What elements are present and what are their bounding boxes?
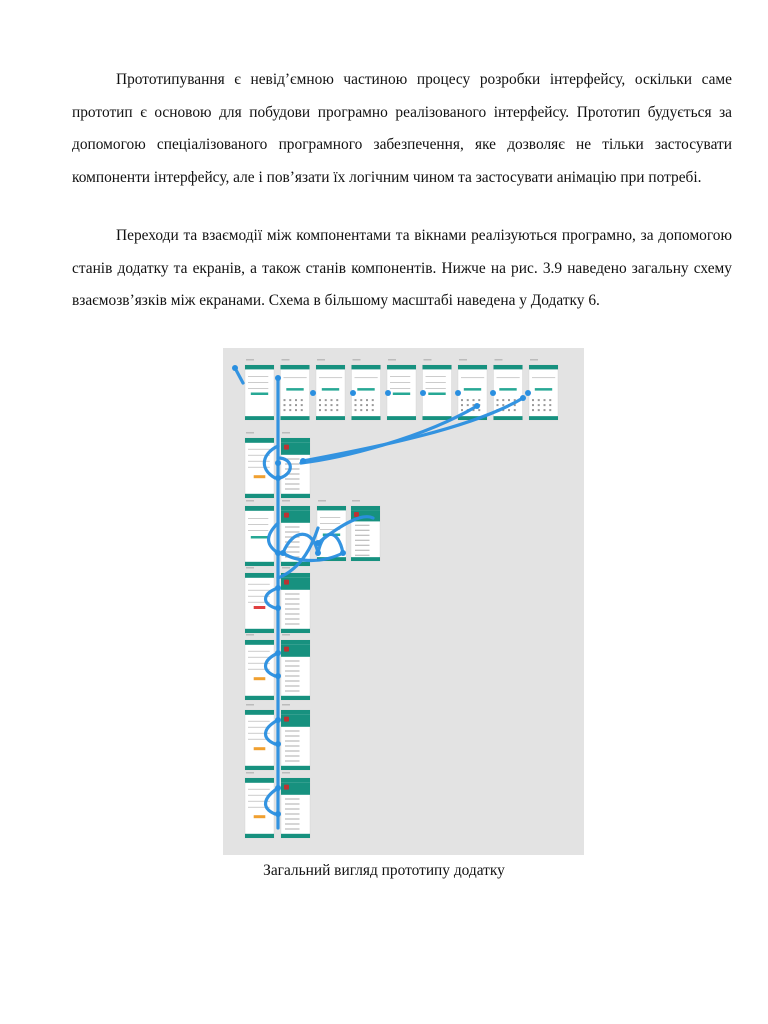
menu-line [285, 730, 300, 731]
menu-line [285, 828, 300, 829]
screen-label [282, 359, 290, 361]
menu-line [285, 483, 300, 484]
screen-app-bar [529, 365, 558, 369]
screen-label [282, 500, 290, 502]
action-button [393, 393, 410, 396]
screen-app-bar [281, 778, 310, 783]
menu-line [285, 603, 300, 604]
screen-thumbnail [281, 772, 310, 838]
avatar [284, 647, 289, 652]
menu-line [285, 750, 300, 751]
screen-label [459, 359, 467, 361]
link-group [235, 368, 523, 828]
menu-line [285, 808, 300, 809]
avatar [284, 717, 289, 722]
action-button [254, 475, 266, 478]
screen-bottom-bar [387, 416, 416, 420]
screen-bottom-bar [281, 494, 310, 498]
screen-frame [529, 365, 558, 420]
field-line [248, 388, 268, 389]
field-line [248, 376, 268, 377]
key [360, 404, 362, 406]
link-node [315, 550, 321, 556]
action-button [357, 388, 374, 391]
menu-line [285, 745, 300, 746]
screen-thumbnail [351, 500, 380, 561]
link-node [280, 550, 286, 556]
key [284, 399, 286, 401]
link-node [490, 390, 496, 396]
menu-line [285, 735, 300, 736]
menu-line [285, 618, 300, 619]
key [301, 409, 303, 411]
field-line [248, 382, 268, 383]
field-line [248, 657, 270, 658]
menu-line [285, 755, 300, 756]
screen-thumbnail [245, 704, 274, 770]
field-line [248, 721, 270, 722]
screen-bottom-bar [316, 416, 345, 420]
screen-app-bar [245, 506, 274, 511]
screen-thumbnail [529, 359, 558, 420]
key [336, 409, 338, 411]
screen-bottom-bar [423, 416, 452, 420]
screen-label [530, 359, 538, 361]
menu-line [285, 823, 300, 824]
avatar [284, 580, 289, 585]
screen-bottom-bar [245, 696, 274, 700]
action-button [254, 677, 266, 680]
key [461, 404, 463, 406]
link-node [275, 673, 281, 679]
screen-label [282, 634, 290, 636]
key [544, 404, 546, 406]
key [549, 404, 551, 406]
field-line [461, 377, 484, 378]
screen-app-bar [351, 506, 380, 510]
screen-label [246, 772, 254, 774]
screen-label [388, 359, 396, 361]
menu-line [285, 680, 300, 681]
field-line [248, 651, 270, 652]
screen-bottom-bar [351, 557, 380, 561]
screen-thumbnail [281, 359, 310, 420]
key [295, 399, 297, 401]
link-node [420, 390, 426, 396]
key [502, 399, 504, 401]
screen-app-bar [281, 438, 310, 443]
key [467, 404, 469, 406]
avatar [284, 513, 289, 518]
screen-thumbnail [281, 432, 310, 498]
screen-bottom-bar [245, 629, 274, 633]
screen-frame [458, 365, 487, 420]
menu-line [355, 555, 370, 556]
screen-label [282, 567, 290, 569]
key [360, 399, 362, 401]
key [355, 404, 357, 406]
screen-app-bar [281, 506, 310, 511]
key [355, 409, 357, 411]
action-button [428, 393, 445, 396]
menu-line [355, 525, 370, 526]
screen-label [246, 432, 254, 434]
screen-bottom-bar [494, 416, 523, 420]
key [319, 399, 321, 401]
menu-line [285, 478, 300, 479]
screen-app-bar [352, 365, 381, 369]
field-line [248, 461, 270, 462]
field-line [319, 377, 342, 378]
screen-thumbnail [281, 634, 310, 700]
screen-thumbnail [423, 359, 452, 420]
screen-label [246, 634, 254, 636]
avatar [354, 512, 359, 517]
field-line [248, 518, 268, 519]
field-line [532, 377, 555, 378]
screen-thumbnail [281, 567, 310, 633]
key [355, 399, 357, 401]
key [508, 399, 510, 401]
screen-bottom-bar [281, 416, 310, 420]
screen-thumbnail [245, 359, 274, 420]
screen-bottom-bar [245, 834, 274, 838]
screen-thumbnail [281, 704, 310, 770]
action-button [251, 536, 268, 539]
field-line [284, 377, 307, 378]
key [319, 409, 321, 411]
key [473, 399, 475, 401]
link-node [315, 540, 321, 546]
key [478, 399, 480, 401]
screen-label [246, 567, 254, 569]
menu-line [285, 803, 300, 804]
key [366, 399, 368, 401]
link-node [275, 811, 281, 817]
menu-line [285, 598, 300, 599]
link-node [300, 458, 306, 464]
screen-thumbnail [352, 359, 381, 420]
key [467, 399, 469, 401]
screen-label [353, 359, 361, 361]
field-line [248, 449, 270, 450]
key [331, 399, 333, 401]
screen-frame [245, 778, 274, 838]
field-line [426, 382, 446, 383]
screen-bottom-bar [529, 416, 558, 420]
menu-line [285, 665, 300, 666]
key [508, 409, 510, 411]
link-node [275, 475, 281, 481]
menu-line [355, 535, 370, 536]
menu-line [285, 798, 300, 799]
screen-app-bar [281, 640, 310, 645]
key [325, 404, 327, 406]
screen-app-bar [281, 710, 310, 715]
link-node [275, 375, 281, 381]
link-node [275, 650, 281, 656]
menu-line [285, 760, 300, 761]
avatar [284, 785, 289, 790]
screen-frame [245, 640, 274, 700]
field-line [320, 523, 340, 524]
screen-bottom-bar [245, 416, 274, 420]
key [478, 409, 480, 411]
key [336, 399, 338, 401]
menu-line [285, 670, 300, 671]
action-button [322, 388, 339, 391]
prototype-flow-diagram [223, 348, 584, 855]
key [497, 399, 499, 401]
field-line [390, 382, 410, 383]
link-node [520, 395, 526, 401]
screen-bottom-bar [281, 696, 310, 700]
key [289, 409, 291, 411]
key [289, 399, 291, 401]
key [544, 399, 546, 401]
key [295, 409, 297, 411]
avatar [284, 445, 289, 450]
screen-label [246, 359, 254, 361]
key [295, 404, 297, 406]
menu-line [285, 608, 300, 609]
menu-line [285, 690, 300, 691]
key [366, 404, 368, 406]
key [544, 409, 546, 411]
screen-app-bar [245, 778, 274, 783]
field-line [320, 517, 340, 518]
menu-line [285, 468, 300, 469]
menu-line [285, 740, 300, 741]
key [532, 404, 534, 406]
screen-frame [245, 438, 274, 498]
field-line [248, 530, 268, 531]
menu-line [285, 463, 300, 464]
menu-line [285, 531, 300, 532]
action-button [499, 388, 516, 391]
key [289, 404, 291, 406]
screen-bottom-bar [352, 416, 381, 420]
screen-app-bar [245, 573, 274, 578]
key [284, 404, 286, 406]
menu-line [285, 818, 300, 819]
field-line [426, 376, 446, 377]
link-node [350, 390, 356, 396]
screen-app-bar [245, 438, 274, 443]
menu-line [285, 593, 300, 594]
key [461, 409, 463, 411]
link-node [525, 390, 531, 396]
menu-line [285, 526, 300, 527]
key [502, 404, 504, 406]
menu-line [355, 550, 370, 551]
key [372, 409, 374, 411]
screen-app-bar [458, 365, 487, 369]
key [301, 399, 303, 401]
screen-thumbnail [245, 772, 274, 838]
key [538, 404, 540, 406]
link-node [474, 403, 480, 409]
key [336, 404, 338, 406]
menu-line [285, 685, 300, 686]
screen-frame [316, 365, 345, 420]
key [319, 404, 321, 406]
link-node [385, 390, 391, 396]
key [497, 404, 499, 406]
screen-bottom-bar [281, 834, 310, 838]
field-line [390, 376, 410, 377]
screen-bottom-bar [281, 766, 310, 770]
screen-app-bar [245, 640, 274, 645]
menu-line [285, 660, 300, 661]
paragraph-2: Переходи та взаємодії між компонентами та вікнами реалізуються програмно, за допомогою станів додатку та екранів, а також станів компонентів. Нижче на рис. 3.9 наведено загальну схему взаємозв’язків між екранами. Схема в більшому масштабі наведена у Додатку 6. [72, 227, 732, 310]
key [549, 399, 551, 401]
screen-label [318, 500, 326, 502]
field-line [248, 789, 270, 790]
screen-bottom-bar [245, 766, 274, 770]
screen-label [282, 704, 290, 706]
screen-bottom-bar [245, 562, 274, 566]
screen-thumbnail [458, 359, 487, 420]
menu-line [285, 488, 300, 489]
screen-label [352, 500, 360, 502]
field-line [390, 388, 410, 389]
key [549, 409, 551, 411]
screen-label [246, 500, 254, 502]
field-line [355, 377, 378, 378]
screen-label [282, 432, 290, 434]
field-line [248, 795, 270, 796]
key [514, 409, 516, 411]
screen-app-bar [494, 365, 523, 369]
link-node [275, 741, 281, 747]
link-node [310, 390, 316, 396]
key [331, 404, 333, 406]
prototype-figure [223, 348, 584, 855]
screen-thumbnail [387, 359, 416, 420]
screen-app-bar [423, 365, 452, 369]
link-node [340, 550, 346, 556]
field-line [248, 590, 270, 591]
key [538, 399, 540, 401]
link-node [275, 717, 281, 723]
screen-bottom-bar [245, 494, 274, 498]
screen-app-bar [245, 365, 274, 369]
screen-group [245, 359, 558, 838]
key [331, 409, 333, 411]
field-line [248, 584, 270, 585]
error-button [254, 606, 266, 609]
screen-app-bar [245, 710, 274, 715]
key [372, 404, 374, 406]
menu-line [285, 551, 300, 552]
paragraph-1: Прототипування є невід’ємною частиною процесу розробки інтерфейсу, оскільки саме прототип є основою для побудови програмно реалізованого інтерфейсу. Прототип будується за допомогою спеціалізованого програмного забезпечення, яке дозволяє не тільки застосувати компоненти інтерфейсу, але і пов’язати їх логічним чином та застосувати анімацію при потребі. [72, 71, 732, 186]
screen-label [246, 704, 254, 706]
screen-thumbnail [245, 432, 274, 498]
key [366, 409, 368, 411]
key [538, 409, 540, 411]
field-line [426, 388, 446, 389]
key [532, 399, 534, 401]
field-line [248, 524, 268, 525]
screen-label [317, 359, 325, 361]
action-button [254, 747, 266, 750]
field-line [497, 377, 520, 378]
link-node [275, 460, 281, 466]
screen-bottom-bar [281, 629, 310, 633]
key [461, 399, 463, 401]
menu-line [355, 540, 370, 541]
screen-label [495, 359, 503, 361]
link-node [275, 585, 281, 591]
key [284, 409, 286, 411]
link-node [455, 390, 461, 396]
screen-frame [281, 365, 310, 420]
screen-label [282, 772, 290, 774]
menu-line [355, 530, 370, 531]
figure-caption: Загальний вигляд прототипу додатку [263, 862, 505, 879]
key [532, 409, 534, 411]
screen-app-bar [387, 365, 416, 369]
action-button [251, 393, 268, 396]
link-node [232, 365, 238, 371]
action-button [535, 388, 552, 391]
link-node [275, 605, 281, 611]
screen-thumbnail [245, 634, 274, 700]
action-button [464, 388, 481, 391]
screen-app-bar [281, 365, 310, 369]
key [360, 409, 362, 411]
key [325, 409, 327, 411]
menu-line [355, 545, 370, 546]
menu-line [285, 613, 300, 614]
screen-label [424, 359, 432, 361]
screen-app-bar [317, 506, 346, 510]
menu-line [285, 675, 300, 676]
link-node [275, 785, 281, 791]
menu-line [285, 813, 300, 814]
action-button [286, 388, 303, 391]
menu-line [285, 623, 300, 624]
key [372, 399, 374, 401]
screen-frame [245, 573, 274, 633]
screen-thumbnail [245, 567, 274, 633]
screen-app-bar [316, 365, 345, 369]
screen-thumbnail [316, 359, 345, 420]
key [301, 404, 303, 406]
action-button [254, 815, 266, 818]
key [325, 399, 327, 401]
